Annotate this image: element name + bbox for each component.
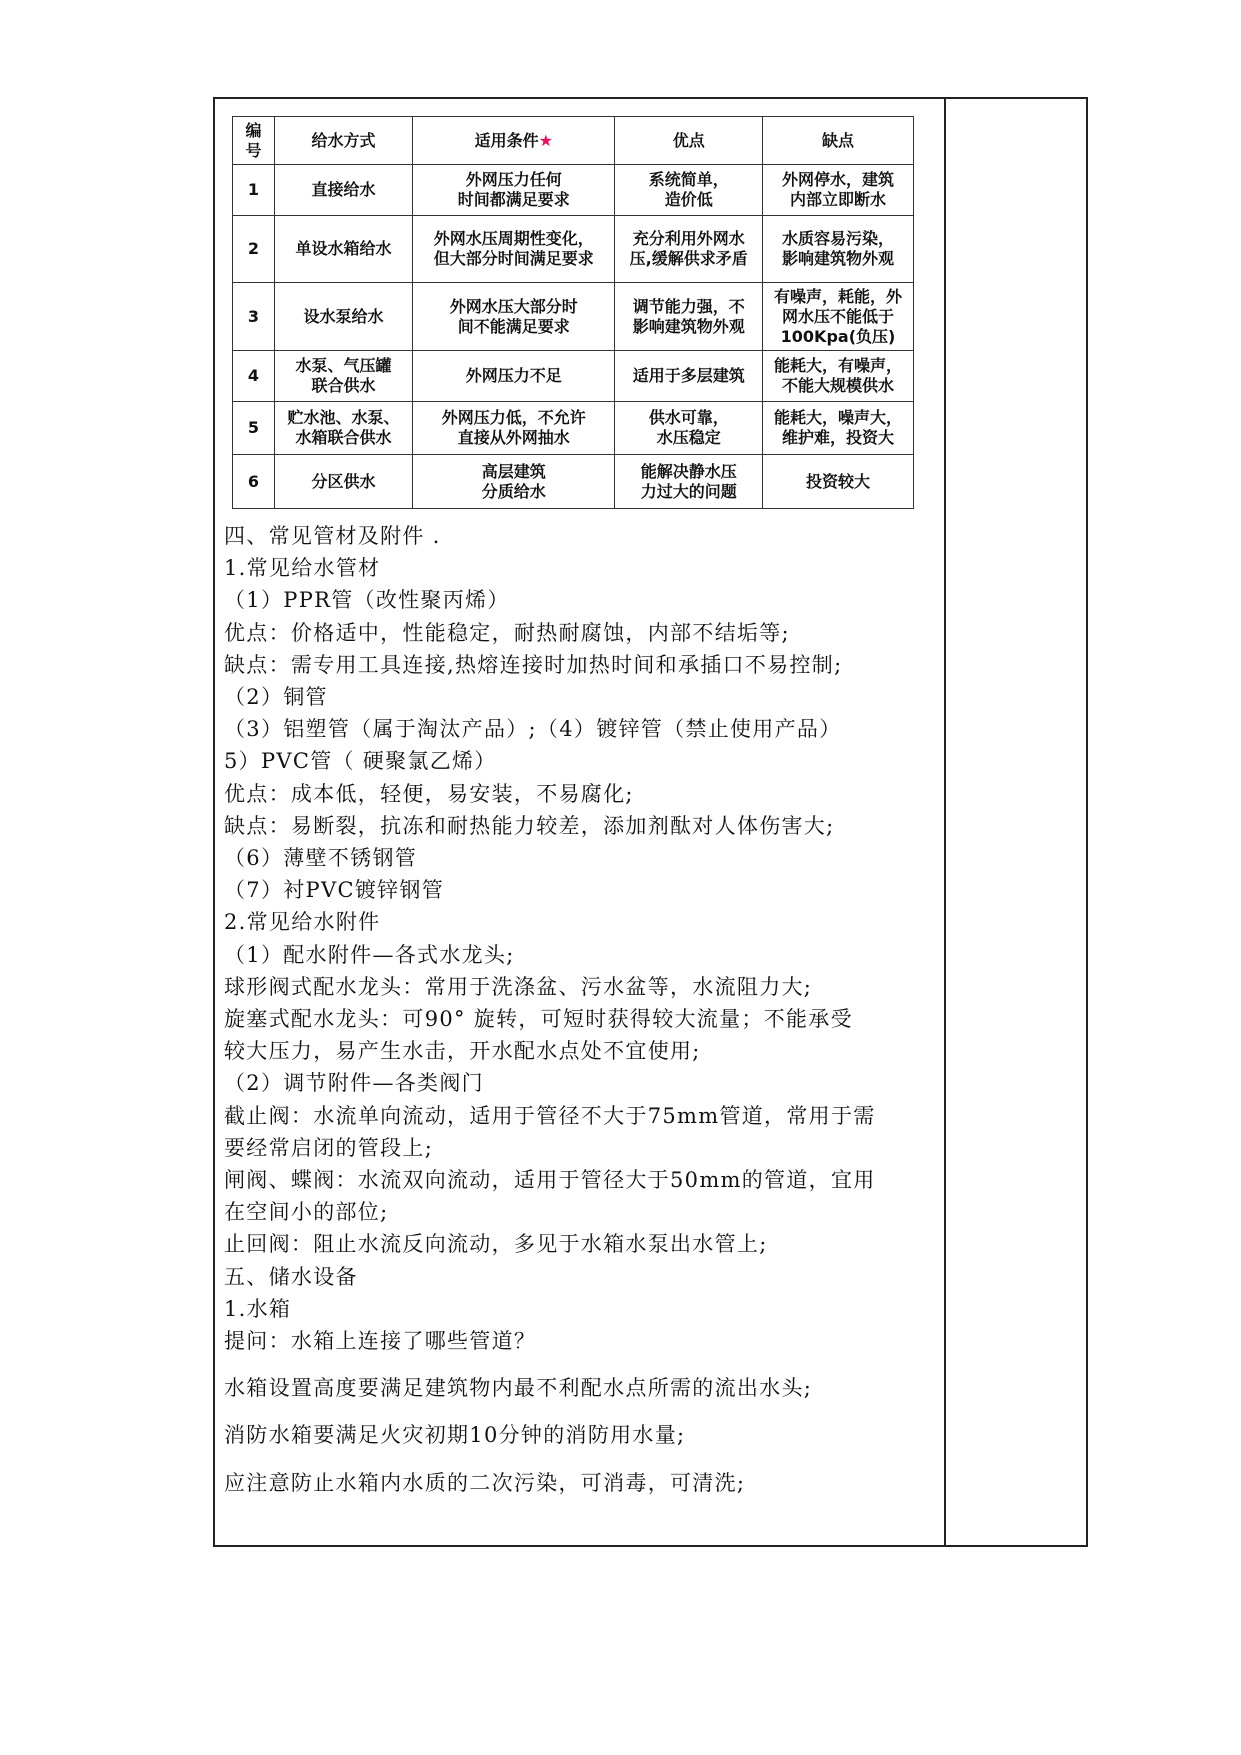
text-line: （3）铝塑管（属于淘汰产品）;（4）镀锌管（禁止使用产品） — [224, 717, 842, 742]
cell-disadvantage: 能耗大，噪声大， 维护难，投资大 — [763, 402, 914, 455]
text-line: 缺点：易断裂，抗冻和耐热能力较差，添加剂酞对人体伤害大; — [224, 813, 835, 838]
cell-method: 贮水池、水泵、 水箱联合供水 — [274, 402, 412, 455]
header-advantage: 优点 — [615, 117, 763, 165]
table-row — [233, 351, 914, 402]
text-line: 优点：价格适中，性能稳定，耐热耐腐蚀，内部不结垢等; — [224, 620, 790, 645]
text-line: 水箱设置高度要满足建筑物内最不利配水点所需的流出水头; — [224, 1376, 813, 1401]
cell-id: 5 — [233, 402, 275, 455]
table-row — [233, 216, 914, 283]
cell-condition: 高层建筑 分质给水 — [413, 455, 615, 509]
text-line: 五、储水设备 — [224, 1264, 358, 1289]
text-line: 闸阀、蝶阀：水流双向流动，适用于管径大于50mm的管道，宜用 — [224, 1168, 876, 1193]
cell-id: 4 — [233, 351, 275, 402]
cell-method: 设水泵给水 — [274, 283, 412, 351]
water-supply-table — [232, 116, 914, 509]
text-line: 提问：水箱上连接了哪些管道？ — [224, 1329, 537, 1354]
cell-condition: 外网压力任何 时间都满足要求 — [413, 165, 615, 216]
header-id: 编 号 — [233, 117, 275, 165]
cell-disadvantage: 有噪声，耗能，外 网水压不能低于 100Kpa(负压) — [763, 283, 914, 351]
text-line: 5）PVC管（ 硬聚氯乙烯） — [224, 749, 497, 774]
table-row — [233, 165, 914, 216]
header-disadvantage: 缺点 — [763, 117, 914, 165]
text-line: （1）配水附件—各式水龙头; — [224, 942, 515, 967]
text-line: （6）薄壁不锈钢管 — [224, 846, 418, 871]
text-line: 旋塞式配水龙头：可90° 旋转，可短时获得较大流量；不能承受 — [224, 1007, 853, 1032]
cell-condition: 外网压力不足 — [413, 351, 615, 402]
table-row — [233, 402, 914, 455]
text-line: 2.常见给水附件 — [224, 910, 381, 935]
star-icon: ★ — [538, 130, 553, 150]
cell-advantage: 适用于多层建筑 — [615, 351, 763, 402]
text-line: 止回阀：阻止水流反向流动，多见于水箱水泵出水管上; — [224, 1232, 768, 1257]
text-line: 较大压力，易产生水击，开水配水点处不宜使用; — [224, 1039, 701, 1064]
text-line: （2）铜管 — [224, 685, 328, 710]
cell-id: 3 — [233, 283, 275, 351]
cell-method: 分区供水 — [274, 455, 412, 509]
column-divider — [944, 97, 946, 1547]
text-line: （7）衬PVC镀锌钢管 — [224, 878, 445, 903]
cell-advantage: 供水可靠， 水压稳定 — [615, 402, 763, 455]
header-condition: 适用条件★ — [413, 117, 615, 165]
cell-disadvantage: 外网停水，建筑 内部立即断水 — [763, 165, 914, 216]
header-method: 给水方式 — [274, 117, 412, 165]
cell-advantage: 能解决静水压 力过大的问题 — [615, 455, 763, 509]
cell-condition: 外网压力低，不允许 直接从外网抽水 — [413, 402, 615, 455]
text-line: 球形阀式配水龙头：常用于洗涤盆、污水盆等，水流阻力大; — [224, 974, 813, 999]
text-line: 1.水箱 — [224, 1296, 292, 1321]
text-line: （2）调节附件—各类阀门 — [224, 1071, 484, 1096]
cell-advantage: 调节能力强，不 影响建筑物外观 — [615, 283, 763, 351]
cell-advantage: 系统简单， 造价低 — [615, 165, 763, 216]
text-line: 四、常见管材及附件 . — [224, 524, 441, 548]
cell-method: 单设水箱给水 — [274, 216, 412, 283]
cell-method: 直接给水 — [274, 165, 412, 216]
text-line: 1.常见给水管材 — [224, 556, 381, 581]
body-text — [224, 520, 934, 1499]
cell-method: 水泵、气压罐 联合供水 — [274, 351, 412, 402]
cell-advantage: 充分利用外网水 压,缓解供求矛盾 — [615, 216, 763, 283]
text-line: 优点：成本低，轻便，易安装，不易腐化; — [224, 781, 634, 806]
cell-condition: 外网水压周期性变化， 但大部分时间满足要求 — [413, 216, 615, 283]
cell-disadvantage: 投资较大 — [763, 455, 914, 509]
cell-condition: 外网水压大部分时 间不能满足要求 — [413, 283, 615, 351]
text-line: （1）PPR管（改性聚丙烯） — [224, 588, 510, 613]
text-line: 要经常启闭的管段上; — [224, 1135, 434, 1160]
text-line: 应注意防止水箱内水质的二次污染，可消毒，可清洗; — [224, 1470, 746, 1495]
cell-disadvantage: 水质容易污染， 影响建筑物外观 — [763, 216, 914, 283]
text-line: 消防水箱要满足火灾初期10分钟的消防用水量; — [224, 1423, 686, 1448]
cell-id: 6 — [233, 455, 275, 509]
text-line: 截止阀：水流单向流动，适用于管径不大于75mm管道，常用于需 — [224, 1103, 876, 1128]
text-line: 缺点：需专用工具连接,热熔连接时加热时间和承插口不易控制; — [224, 652, 843, 677]
table-header-row — [233, 117, 914, 165]
table-row — [233, 455, 914, 509]
cell-id: 2 — [233, 216, 275, 283]
table-row — [233, 283, 914, 351]
cell-id: 1 — [233, 165, 275, 216]
text-line: 在空间小的部位; — [224, 1200, 389, 1225]
cell-disadvantage: 能耗大，有噪声， 不能大规模供水 — [763, 351, 914, 402]
